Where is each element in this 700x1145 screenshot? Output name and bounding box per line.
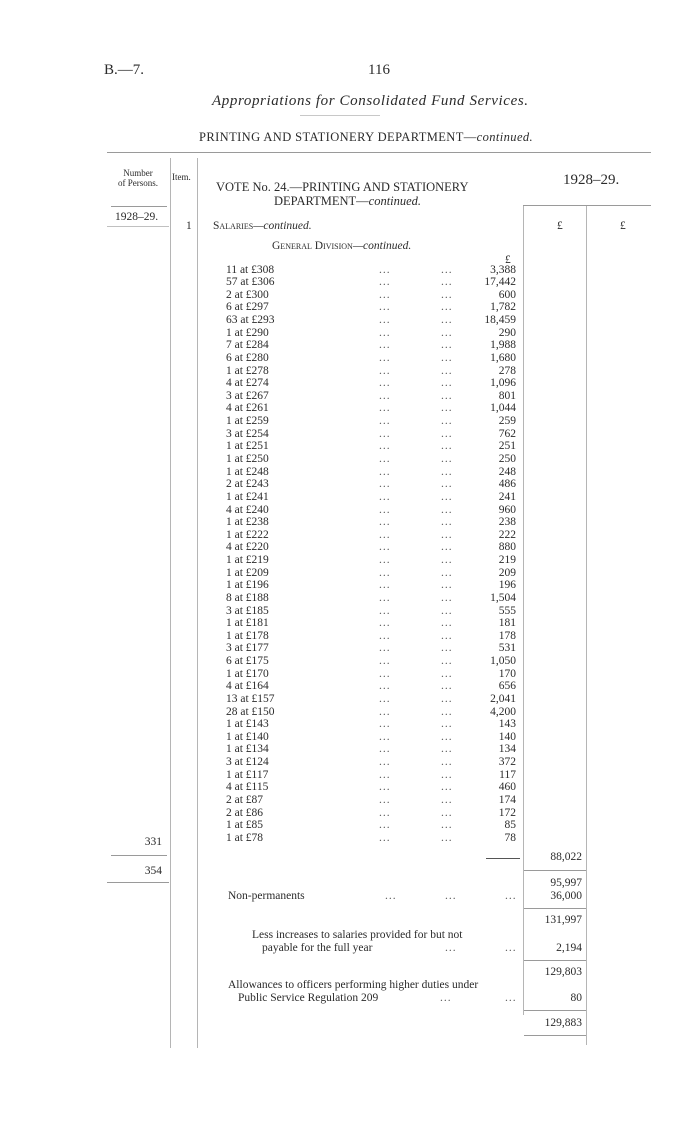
- salary-row: [226, 655, 521, 668]
- salary-rate: 1 at £170: [226, 667, 269, 680]
- salary-rate: 28 at £150: [226, 705, 275, 718]
- dots: ...: [441, 490, 453, 503]
- salary-row: [226, 402, 521, 415]
- salary-row: [226, 605, 521, 618]
- dots: ...: [379, 541, 391, 554]
- dots: ...: [441, 794, 453, 806]
- dots: ...: [441, 402, 453, 415]
- salary-row: [226, 352, 521, 365]
- dots: ...: [441, 478, 453, 491]
- dots: ...: [441, 705, 453, 718]
- dots: ...: [441, 427, 453, 440]
- dots: ...: [441, 301, 453, 314]
- salary-amount: 278: [498, 364, 516, 377]
- dots: ...: [441, 465, 453, 478]
- dots: ...: [441, 516, 453, 529]
- page-number: 116: [368, 62, 390, 78]
- dots: ...: [379, 314, 391, 326]
- dots: ...: [379, 629, 391, 642]
- salary-row: [226, 630, 521, 643]
- dots: ...: [379, 276, 391, 289]
- salaries-suffix: —continued.: [253, 220, 312, 232]
- salary-rate: 6 at £175: [226, 655, 269, 667]
- dots: ...: [441, 314, 453, 326]
- salary-amount: 531: [498, 642, 516, 655]
- salary-row: [226, 504, 521, 517]
- salary-row: [226, 642, 521, 655]
- salary-row: [226, 807, 521, 820]
- salary-rate: 1 at £196: [226, 579, 269, 592]
- salary-rate: 4 at £261: [226, 402, 269, 415]
- dots: ...: [441, 554, 453, 566]
- salary-amount: 172: [498, 806, 516, 819]
- salary-row: [226, 478, 521, 491]
- dots: ...: [379, 794, 391, 806]
- salary-rate: 2 at £86: [226, 806, 264, 819]
- amount-currency-sign: £: [505, 254, 511, 266]
- dots: ...: [379, 465, 391, 478]
- dots: ...: [379, 692, 391, 705]
- year-label-right: 1928–29.: [563, 172, 620, 188]
- dots: ...: [441, 781, 453, 794]
- salary-row: [226, 428, 521, 441]
- dots: ...: [441, 453, 453, 465]
- sum-1: 131,997: [544, 914, 582, 926]
- department-heading: [199, 130, 533, 145]
- dots: ...: [379, 566, 391, 579]
- allowances-amount: 80: [570, 992, 582, 1004]
- salary-row: [226, 693, 521, 706]
- salary-amount: 241: [498, 490, 516, 503]
- salary-amount: 4,200: [490, 705, 516, 718]
- year-right-rule: [523, 205, 651, 206]
- salary-rate: 6 at £280: [226, 351, 269, 364]
- dots: ...: [441, 642, 453, 655]
- dots: ...: [441, 692, 453, 705]
- salary-amount: 1,782: [490, 301, 516, 314]
- number-header-rule: [111, 206, 167, 207]
- salary-amount: 85: [504, 819, 516, 832]
- salary-row: [226, 453, 521, 466]
- dots: ...: [441, 591, 453, 604]
- persons-total: 354: [144, 865, 162, 877]
- division-total-rule: [524, 870, 586, 871]
- dots: ...: [379, 579, 391, 592]
- salary-rate: 4 at £164: [226, 680, 269, 693]
- dots: ...: [379, 288, 391, 301]
- sum-2: 129,803: [544, 966, 582, 978]
- persons-total-rule: [107, 882, 169, 883]
- salary-row: [226, 289, 521, 302]
- salary-amount: 250: [498, 453, 516, 465]
- salary-amount: 1,050: [490, 655, 516, 667]
- dots: ...: [379, 667, 391, 680]
- salary-rate: 11 at £308: [226, 263, 275, 276]
- permanent-total: 95,997: [550, 877, 582, 889]
- salary-row: [226, 680, 521, 693]
- dots: ...: [379, 427, 391, 440]
- salary-row: [226, 706, 521, 719]
- dots: ...: [379, 326, 391, 339]
- salary-rate: 63 at £293: [226, 314, 275, 326]
- item-column-header: Item.: [172, 172, 191, 182]
- salary-amount: 460: [498, 781, 516, 794]
- vote-title-line-2: [216, 194, 468, 208]
- vote-heading: [216, 180, 468, 208]
- dots: ...: [505, 942, 517, 954]
- salary-row: [226, 579, 521, 592]
- salary-rate: 3 at £254: [226, 427, 269, 440]
- dots: ...: [440, 992, 452, 1004]
- salary-amount: 880: [498, 541, 516, 554]
- salary-row: [226, 415, 521, 428]
- salary-row: [226, 491, 521, 504]
- salary-row: [226, 781, 521, 794]
- salary-rate: 6 at £297: [226, 301, 269, 314]
- grand-total-rule: [524, 1010, 586, 1011]
- vote-title-line-1: VOTE No. 24.—PRINTING AND STATIONERY: [216, 180, 469, 194]
- salary-amount: 1,680: [490, 351, 516, 364]
- dots: ...: [441, 276, 453, 289]
- dots: ...: [441, 263, 453, 276]
- salary-rate: 4 at £220: [226, 541, 269, 554]
- salary-row: [226, 731, 521, 744]
- division-sum-rule: [486, 858, 520, 859]
- salary-rate: 1 at £238: [226, 516, 269, 529]
- salary-amount: 762: [498, 427, 516, 440]
- item-column-divider: [197, 158, 198, 1048]
- dots: ...: [441, 364, 453, 377]
- dots: ...: [379, 591, 391, 604]
- dots: ...: [505, 992, 517, 1004]
- dots: ...: [379, 718, 391, 731]
- dots: ...: [441, 288, 453, 301]
- salary-row: [226, 554, 521, 567]
- dots: ...: [441, 326, 453, 339]
- salary-rate: 1 at £143: [226, 718, 269, 731]
- vote-department: DEPARTMENT—: [274, 194, 369, 208]
- salary-row: [226, 567, 521, 580]
- salary-amount: 219: [498, 554, 516, 566]
- dots: ...: [385, 890, 397, 902]
- salary-row: [226, 819, 521, 832]
- persons-subtotal: 331: [144, 836, 162, 848]
- salary-rate: 4 at £115: [226, 781, 269, 794]
- salary-rate: 1 at £134: [226, 743, 269, 756]
- salary-row: [226, 301, 521, 314]
- less-increases-line-2: payable for the full year: [262, 942, 373, 954]
- salary-amount: 372: [498, 756, 516, 769]
- table-top-rule: [107, 152, 651, 153]
- salaries-heading: [213, 220, 312, 232]
- salary-row: [226, 264, 521, 277]
- dots: ...: [441, 617, 453, 630]
- salary-row: [226, 668, 521, 681]
- dots: ...: [379, 756, 391, 769]
- persons-column-divider: [170, 158, 171, 1048]
- salary-amount: 238: [498, 516, 516, 529]
- salary-row: [226, 276, 521, 289]
- dots: ...: [441, 528, 453, 541]
- salary-rate: 3 at £177: [226, 642, 269, 655]
- salary-amount: 2,041: [490, 692, 516, 705]
- salary-rate: 8 at £188: [226, 591, 269, 604]
- item-number: 1: [186, 220, 192, 232]
- dots: ...: [379, 364, 391, 377]
- salary-amount: 960: [498, 503, 516, 516]
- dots: ...: [379, 415, 391, 428]
- dots: ...: [441, 440, 453, 453]
- pound-sign-total: £: [620, 220, 626, 232]
- dots: ...: [379, 743, 391, 756]
- number-header-line-2: of Persons.: [118, 178, 158, 188]
- dots: ...: [379, 440, 391, 453]
- dots: ...: [445, 890, 457, 902]
- salary-amount: 78: [504, 831, 516, 844]
- salary-rate: 7 at £284: [226, 339, 269, 352]
- salary-rate: 2 at £243: [226, 478, 269, 491]
- title-rule: [300, 115, 380, 116]
- salary-row: [226, 832, 521, 845]
- dots: ...: [441, 655, 453, 667]
- salary-amount: 17,442: [484, 276, 516, 289]
- dots: ...: [379, 730, 391, 743]
- dots: ...: [441, 415, 453, 428]
- dots: ...: [441, 389, 453, 402]
- salary-amount: 656: [498, 680, 516, 693]
- salary-amount: 140: [498, 730, 516, 743]
- dots: ...: [445, 942, 457, 954]
- persons-subtotal-rule: [111, 855, 167, 856]
- salary-rate: 1 at £181: [226, 617, 269, 630]
- dots: ...: [379, 478, 391, 491]
- salary-row: [226, 339, 521, 352]
- page-reference: B.—7.: [104, 62, 145, 78]
- less-increases-amount: 2,194: [556, 942, 582, 954]
- department-name: PRINTING AND STATIONERY DEPARTMENT—: [199, 130, 477, 144]
- dots: ...: [379, 768, 391, 781]
- grand-total-underline: [524, 1035, 586, 1036]
- dots: ...: [379, 503, 391, 516]
- salary-row: [226, 617, 521, 630]
- salary-amount: 170: [498, 667, 516, 680]
- dots: ...: [441, 604, 453, 617]
- salary-amount: 290: [498, 326, 516, 339]
- dots: ...: [441, 680, 453, 693]
- dots: ...: [379, 453, 391, 465]
- dots: ...: [379, 819, 391, 832]
- dots: ...: [441, 730, 453, 743]
- dots: ...: [379, 490, 391, 503]
- salary-rate: 1 at £241: [226, 490, 269, 503]
- salary-rate: 1 at £219: [226, 554, 269, 566]
- department-suffix: continued.: [476, 130, 534, 144]
- salary-rate: 1 at £140: [226, 730, 269, 743]
- salary-amount: 18,459: [484, 314, 516, 326]
- year-label-left: 1928–29.: [115, 211, 159, 223]
- salary-rate: 2 at £87: [226, 794, 264, 806]
- sum-1-rule: [524, 908, 586, 909]
- salary-row: [226, 756, 521, 769]
- salary-amount: 486: [498, 478, 516, 491]
- salary-rate: 1 at £248: [226, 465, 269, 478]
- allowances-line-2: Public Service Regulation 209: [238, 992, 379, 1004]
- dots: ...: [379, 806, 391, 819]
- salary-amount: 1,988: [490, 339, 516, 352]
- dots: ...: [441, 579, 453, 592]
- dots: ...: [379, 617, 391, 630]
- salary-amount: 181: [498, 617, 516, 630]
- dots: ...: [505, 890, 517, 902]
- salary-rate: 1 at £178: [226, 629, 269, 642]
- salary-amount: 117: [499, 768, 516, 781]
- salary-amount: 222: [498, 528, 516, 541]
- salary-rate: 13 at £157: [226, 692, 275, 705]
- dots: ...: [441, 629, 453, 642]
- salary-rate: 4 at £274: [226, 377, 269, 390]
- grand-total: 129,883: [544, 1017, 582, 1029]
- dots: ...: [441, 351, 453, 364]
- dots: ...: [441, 718, 453, 731]
- division-heading: [272, 240, 411, 252]
- salary-rate: 3 at £185: [226, 604, 269, 617]
- salary-rate: 1 at £290: [226, 326, 269, 339]
- salary-amount: 1,096: [490, 377, 516, 390]
- dots: ...: [379, 642, 391, 655]
- dots: ...: [379, 655, 391, 667]
- dots: ...: [441, 768, 453, 781]
- salary-rate: 3 at £124: [226, 756, 269, 769]
- salary-amount: 259: [498, 415, 516, 428]
- salary-row: [226, 529, 521, 542]
- salary-amount: 3,388: [490, 263, 516, 276]
- salary-row: [226, 466, 521, 479]
- salary-amount: 555: [498, 604, 516, 617]
- dots: ...: [379, 402, 391, 415]
- salary-amount: 1,504: [490, 591, 516, 604]
- dots: ...: [441, 377, 453, 390]
- salary-row: [226, 377, 521, 390]
- salary-rate: 57 at £306: [226, 276, 275, 289]
- allowances-line-1: Allowances to officers performing higher duties under: [228, 979, 479, 991]
- less-increases-line-1: Less increases to salaries provided for but not: [252, 929, 463, 941]
- salary-rate: 1 at £85: [226, 819, 264, 832]
- dots: ...: [379, 516, 391, 529]
- dots: ...: [441, 819, 453, 832]
- pound-sign-amount: £: [557, 220, 563, 232]
- salary-amount: 196: [498, 579, 516, 592]
- salary-row: [226, 440, 521, 453]
- salary-row: [226, 327, 521, 340]
- dots: ...: [441, 667, 453, 680]
- salary-amount: 1,044: [490, 402, 516, 415]
- dots: ...: [379, 377, 391, 390]
- dots: ...: [379, 781, 391, 794]
- salary-amount: 209: [498, 566, 516, 579]
- dots: ...: [379, 263, 391, 276]
- salary-rate: 3 at £267: [226, 389, 269, 402]
- dots: ...: [441, 541, 453, 554]
- dots: ...: [379, 705, 391, 718]
- salary-rate: 2 at £300: [226, 288, 269, 301]
- salary-amount: 178: [498, 629, 516, 642]
- salary-row: [226, 718, 521, 731]
- dots: ...: [441, 339, 453, 352]
- salary-row: [226, 743, 521, 756]
- dots: ...: [441, 566, 453, 579]
- salary-rate: 1 at £251: [226, 440, 269, 453]
- salary-amount: 251: [498, 440, 516, 453]
- dots: ...: [379, 389, 391, 402]
- salary-rate: 1 at £78: [226, 831, 264, 844]
- vote-department-suffix: continued.: [368, 194, 422, 208]
- number-column-header: [111, 168, 165, 188]
- non-permanents-label: Non-permanents: [228, 890, 305, 902]
- salary-row: [226, 769, 521, 782]
- dots: ...: [379, 604, 391, 617]
- salary-row: [226, 314, 521, 327]
- dots: ...: [379, 680, 391, 693]
- division-suffix: —continued.: [352, 240, 412, 252]
- salary-rate: 1 at £278: [226, 364, 269, 377]
- salary-row: [226, 516, 521, 529]
- salary-rate: 1 at £250: [226, 453, 269, 465]
- salary-rate: 1 at £259: [226, 415, 269, 428]
- salary-amount: 600: [498, 288, 516, 301]
- salary-amount: 248: [498, 465, 516, 478]
- dots: ...: [379, 554, 391, 566]
- salaries-label: Salaries: [213, 220, 254, 232]
- salary-row: [226, 365, 521, 378]
- dots: ...: [379, 528, 391, 541]
- salary-rate: 1 at £117: [226, 768, 269, 781]
- division-label: General Division: [272, 240, 353, 252]
- dots: ...: [379, 831, 391, 844]
- page-title: Appropriations for Consolidated Fund Services.: [212, 93, 529, 109]
- salary-amount: 134: [498, 743, 516, 756]
- dots: ...: [441, 756, 453, 769]
- salary-row: [226, 541, 521, 554]
- year-rule: [107, 226, 169, 227]
- dots: ...: [379, 351, 391, 364]
- salary-row: [226, 390, 521, 403]
- number-header-line-1: Number: [123, 168, 153, 178]
- total-column-divider: [586, 205, 587, 1045]
- dots: ...: [379, 301, 391, 314]
- division-total: 88,022: [550, 851, 582, 863]
- salary-amount: 143: [498, 718, 516, 731]
- salary-rate: 1 at £222: [226, 528, 269, 541]
- dots: ...: [379, 339, 391, 352]
- salary-rate: 1 at £209: [226, 566, 269, 579]
- salary-amount: 174: [498, 794, 516, 806]
- sum-2-rule: [524, 960, 586, 961]
- dots: ...: [441, 503, 453, 516]
- dots: ...: [441, 806, 453, 819]
- salary-row: [226, 592, 521, 605]
- dots: ...: [441, 831, 453, 844]
- dots: ...: [441, 743, 453, 756]
- salary-amount: 801: [498, 389, 516, 402]
- salary-row: [226, 794, 521, 807]
- non-permanents-amount: 36,000: [550, 890, 582, 902]
- salary-rate: 4 at £240: [226, 503, 269, 516]
